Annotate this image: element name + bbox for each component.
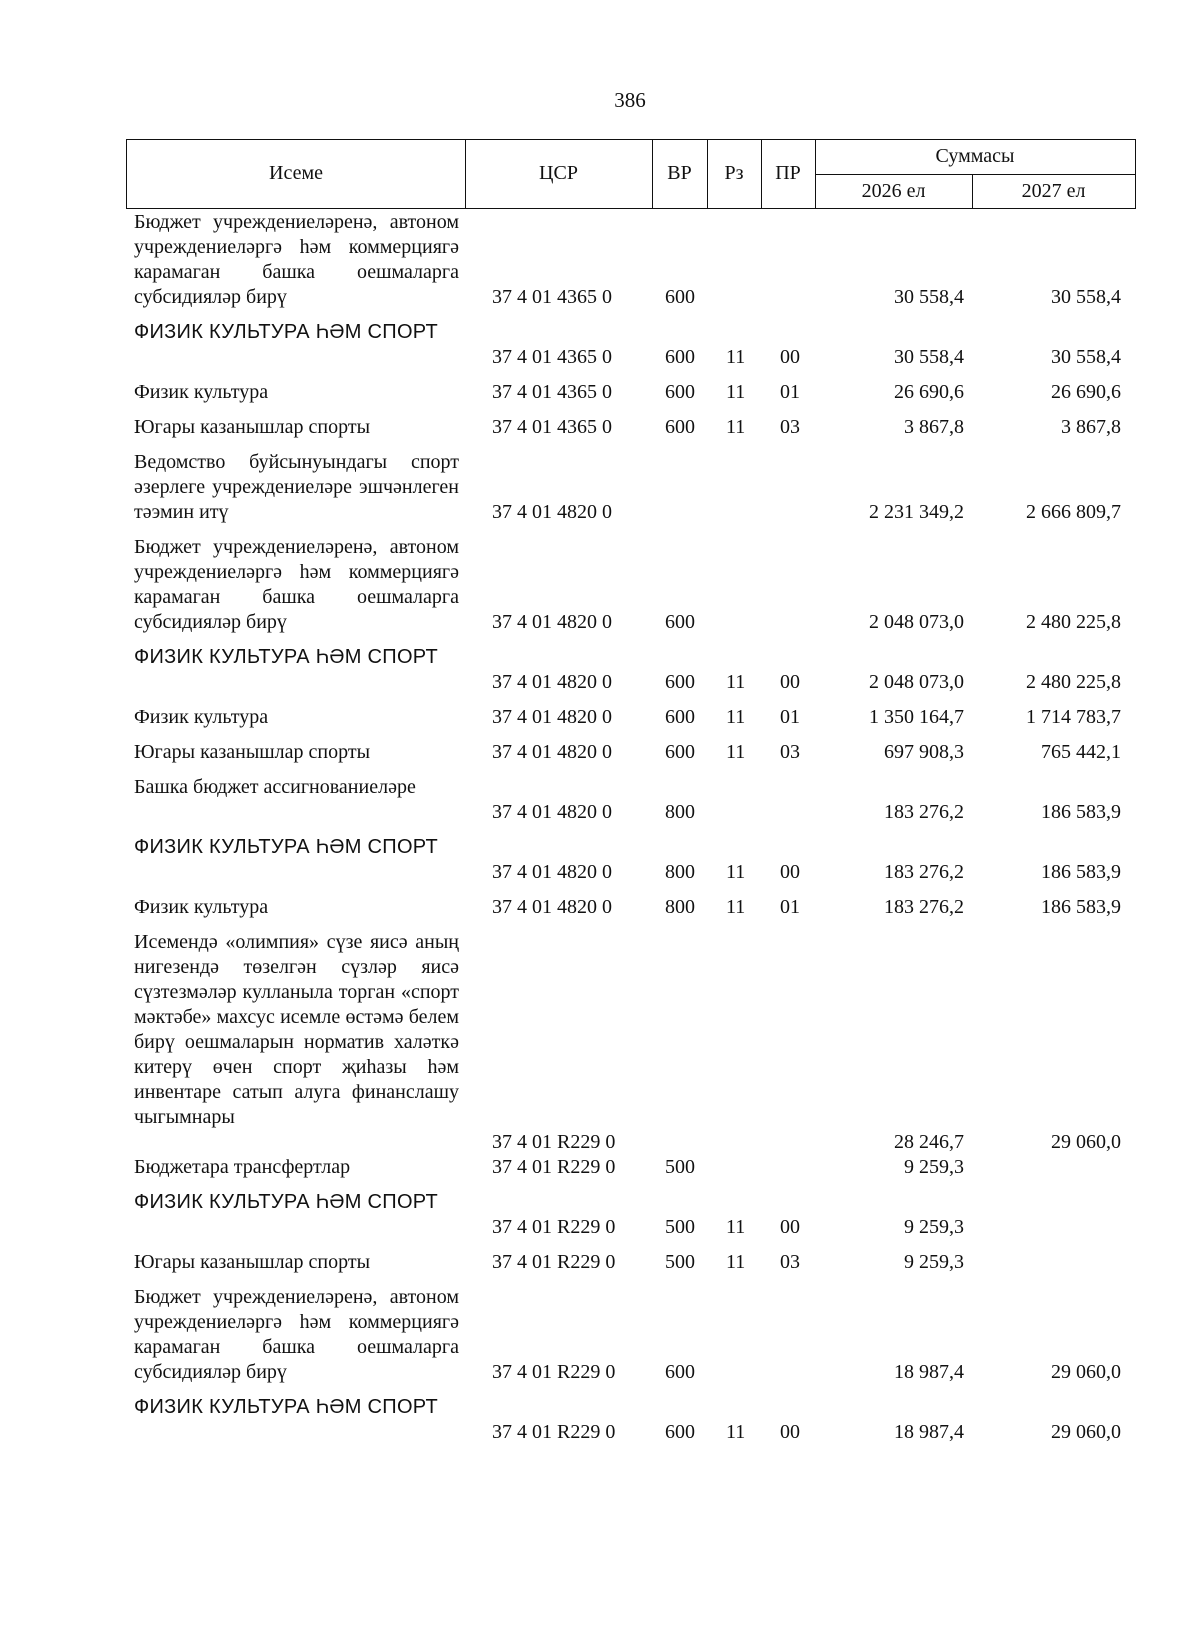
table-row [0,740,1200,765]
row-csr: 37 4 01 4820 0 [492,861,612,883]
table-row [0,775,1200,825]
row-vr: 600 [665,1361,695,1383]
row-csr: 37 4 01 4820 0 [492,706,612,728]
row-s2026: 1 350 164,7 [869,706,964,728]
row-s2027: 186 583,9 [1041,801,1121,823]
table-row [0,1395,1200,1445]
header-sums: Суммасы [935,145,1015,167]
table-row [0,320,1200,370]
row-name: Физик культура [134,896,269,918]
table-row [0,645,1200,695]
row-name: Бюджетара трансфертлар [134,1156,351,1178]
row-csr: 37 4 01 R229 0 [492,1361,616,1383]
table-row [0,930,1200,1155]
row-s2027: 2 480 225,8 [1026,671,1121,693]
row-pr: 00 [780,1421,800,1443]
row-rz: 11 [726,896,746,918]
row-csr: 37 4 01 R229 0 [492,1251,616,1273]
row-name: ФИЗИК КУЛЬТУРА ҺӘМ СПОРТ [134,1396,439,1418]
row-pr: 00 [780,1216,800,1238]
row-rz: 11 [726,741,746,763]
row-s2026: 9 259,3 [904,1251,964,1273]
row-vr: 600 [665,346,695,368]
row-s2026: 697 908,3 [884,741,964,763]
table-row [0,535,1200,635]
page-number: 386 [614,88,646,112]
row-rz: 11 [726,1251,746,1273]
header-year-2026: 2026 ел [861,180,926,202]
row-pr: 03 [780,741,800,763]
row-s2026: 2 231 349,2 [869,501,964,523]
row-rz: 11 [726,1216,746,1238]
row-s2026: 3 867,8 [904,416,964,438]
row-csr: 37 4 01 R229 0 [492,1216,616,1238]
row-csr: 37 4 01 4365 0 [492,381,612,403]
row-csr: 37 4 01 4820 0 [492,801,612,823]
table-row [0,450,1200,525]
row-vr: 600 [665,611,695,633]
row-s2027: 2 480 225,8 [1026,611,1121,633]
row-vr: 600 [665,416,695,438]
row-pr: 01 [780,896,800,918]
row-csr: 37 4 01 4820 0 [492,501,612,523]
row-vr: 600 [665,286,695,308]
row-vr: 500 [665,1216,695,1238]
row-rz: 11 [726,861,746,883]
row-s2026: 30 558,4 [894,286,964,308]
table-row [0,1250,1200,1275]
row-csr: 37 4 01 R229 0 [492,1421,616,1443]
row-csr: 37 4 01 4820 0 [492,896,612,918]
header-vr: ВР [667,162,692,184]
row-rz: 11 [726,381,746,403]
row-csr: 37 4 01 4365 0 [492,286,612,308]
row-name: ФИЗИК КУЛЬТУРА ҺӘМ СПОРТ [134,321,439,343]
row-csr: 37 4 01 R229 0 [492,1131,616,1153]
row-s2026: 9 259,3 [904,1216,964,1238]
header-csr: ЦСР [539,162,578,184]
row-pr: 01 [780,706,800,728]
row-pr: 01 [780,381,800,403]
table-row [0,210,1200,310]
table-row [0,895,1200,920]
row-vr: 600 [665,706,695,728]
row-csr: 37 4 01 4820 0 [492,741,612,763]
row-pr: 00 [780,346,800,368]
row-csr: 37 4 01 4365 0 [492,346,612,368]
row-name: Физик культура [134,706,269,728]
row-rz: 11 [726,671,746,693]
row-s2027: 26 690,6 [1051,381,1121,403]
row-s2027: 2 666 809,7 [1026,501,1121,523]
table-row [0,415,1200,440]
row-pr: 03 [780,1251,800,1273]
table-row [0,1155,1200,1180]
table-row [0,835,1200,885]
row-s2026: 183 276,2 [884,861,964,883]
row-name: ФИЗИК КУЛЬТУРА ҺӘМ СПОРТ [134,836,439,858]
row-vr: 800 [665,896,695,918]
row-s2027: 3 867,8 [1061,416,1121,438]
header-year-2027: 2027 ел [1021,180,1086,202]
row-name: Башка бюджет ассигнованиеләре [134,776,416,798]
row-name: Югары казанышлар спорты [134,416,371,438]
table-row [0,1190,1200,1240]
row-s2027: 765 442,1 [1041,741,1121,763]
header-name: Исеме [269,162,323,184]
row-rz: 11 [726,706,746,728]
row-s2026: 9 259,3 [904,1156,964,1178]
row-s2026: 183 276,2 [884,801,964,823]
row-s2026: 18 987,4 [894,1361,964,1383]
row-vr: 500 [665,1251,695,1273]
row-name: Югары казанышлар спорты [134,741,371,763]
row-rz: 11 [726,346,746,368]
row-s2027: 29 060,0 [1051,1131,1121,1153]
row-vr: 800 [665,861,695,883]
row-name: Бюджет учреждениеләренә, автоном учреждениеләргә һәм коммерциягә карамаган башка оешмаларга субсидияләр бирү [134,536,459,633]
header-rz: Рз [724,162,744,184]
row-name: Физик культура [134,381,269,403]
row-s2026: 28 246,7 [894,1131,964,1153]
row-name: Бюджет учреждениеләренә, автоном учреждениеләргә һәм коммерциягә карамаган башка оешмаларга субсидияләр бирү [134,1286,459,1383]
row-s2027: 29 060,0 [1051,1361,1121,1383]
row-s2026: 26 690,6 [894,381,964,403]
row-csr: 37 4 01 4820 0 [492,611,612,633]
row-name: ФИЗИК КУЛЬТУРА ҺӘМ СПОРТ [134,1191,439,1213]
row-s2027: 186 583,9 [1041,896,1121,918]
row-s2027: 29 060,0 [1051,1421,1121,1443]
row-vr: 800 [665,801,695,823]
row-name: Ведомство буйсынуындагы спорт әзерлеге учреждениеләре эшчәнлеген тәэмин итү [134,451,459,523]
row-s2027: 30 558,4 [1051,286,1121,308]
row-name: ФИЗИК КУЛЬТУРА ҺӘМ СПОРТ [134,646,439,668]
row-pr: 00 [780,671,800,693]
row-vr: 500 [665,1156,695,1178]
row-vr: 600 [665,741,695,763]
table-row [0,1285,1200,1385]
table-row [0,705,1200,730]
row-name: Исемендә «олимпия» сүзе яисә аның нигезендә төзелгән сүзләр яисә сүзтезмәләр кулланыла торган «спорт мәктәбе» махсус исемле өстәмә белем бирү оешмаларын норматив халәткә китерү өчен спорт җиһазы һәм инвентаре сатып алуга финанслашу чыгымнары [134,931,459,1128]
row-s2026: 2 048 073,0 [869,611,964,633]
row-s2026: 2 048 073,0 [869,671,964,693]
row-s2026: 30 558,4 [894,346,964,368]
row-vr: 600 [665,671,695,693]
table-row [0,380,1200,405]
row-csr: 37 4 01 4365 0 [492,416,612,438]
row-csr: 37 4 01 4820 0 [492,671,612,693]
row-rz: 11 [726,416,746,438]
row-s2027: 1 714 783,7 [1026,706,1121,728]
row-vr: 600 [665,1421,695,1443]
row-rz: 11 [726,1421,746,1443]
row-s2026: 183 276,2 [884,896,964,918]
row-s2027: 186 583,9 [1041,861,1121,883]
row-pr: 00 [780,861,800,883]
table-header [126,139,1136,209]
row-s2027: 30 558,4 [1051,346,1121,368]
row-csr: 37 4 01 R229 0 [492,1156,616,1178]
header-pr: ПР [775,162,801,184]
row-pr: 03 [780,416,800,438]
row-s2026: 18 987,4 [894,1421,964,1443]
row-name: Югары казанышлар спорты [134,1251,371,1273]
table-body [0,210,1200,1455]
row-name: Бюджет учреждениеләренә, автоном учреждениеләргә һәм коммерциягә карамаган башка оешмаларга субсидияләр бирү [134,211,459,308]
row-vr: 600 [665,381,695,403]
